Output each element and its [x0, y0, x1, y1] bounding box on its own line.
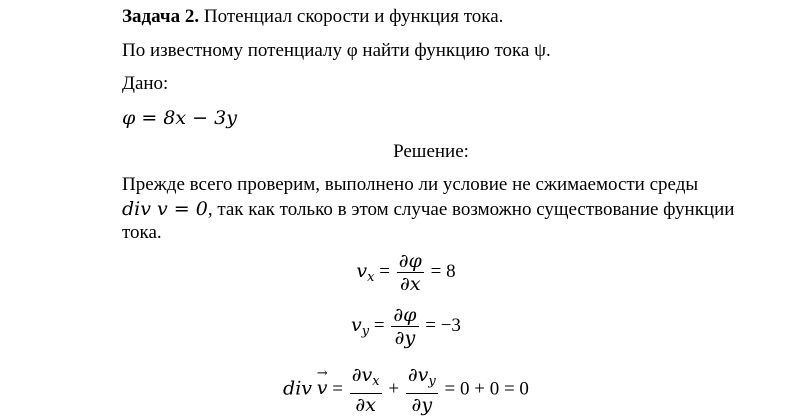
vy-result: = −3	[425, 314, 461, 336]
div-num-y-sub: y	[428, 374, 436, 389]
div-num-x	[350, 364, 382, 394]
div-result: = 0 + 0 = 0	[444, 378, 529, 400]
vy-fraction	[391, 304, 418, 349]
task-number: Задача 2.	[122, 6, 200, 27]
vy-lhs	[351, 313, 370, 339]
paragraph-line-2	[122, 197, 734, 222]
div-condition-text: div v = 0	[122, 198, 208, 220]
paragraph-line-1: Прежде всего проверим, выполнено ли условие не сжимаемости среды	[122, 174, 699, 195]
given-label: Дано:	[122, 73, 169, 94]
div-num-y-text: ∂v	[407, 364, 429, 386]
div-den-x: ∂x	[355, 394, 376, 416]
div-num-x-text: ∂v	[351, 364, 373, 386]
div-fraction-x	[350, 364, 382, 416]
vy-denominator: ∂y	[394, 327, 416, 349]
velocity-vector: → v	[317, 377, 328, 399]
given-formula: φ = 8x − 3y	[122, 107, 237, 129]
task-title: Потенциал скорости и функция тока.	[199, 6, 504, 27]
vx-denominator: ∂x	[400, 273, 421, 295]
div-num-y	[406, 364, 438, 394]
task-heading	[122, 5, 503, 29]
vx-result: = 8	[430, 260, 456, 282]
div-condition	[122, 198, 208, 220]
div-fraction-y	[406, 364, 438, 416]
solution-label: Решение:	[393, 141, 469, 162]
vy-numerator: ∂φ	[393, 304, 417, 326]
vx-numerator: ∂φ	[398, 250, 422, 272]
div-operator: div	[283, 377, 313, 400]
paragraph-line-3: тока.	[122, 222, 162, 243]
vy-symbol: v	[351, 313, 362, 336]
equation-vy: $v_y$ = $\frac{\partial\varphi}{\partial y}$ = −3	[351, 304, 461, 349]
equation-vx: $v_x$ = $\frac{\partial\varphi}{\partial x}$ = 8	[356, 250, 456, 295]
vx-symbol: v	[356, 259, 368, 282]
div-num-x-sub: x	[372, 374, 380, 389]
div-den-y: ∂y	[411, 394, 433, 416]
vx-fraction	[397, 250, 424, 295]
vx-subscript: x	[367, 269, 375, 285]
paragraph-line-2-text: , так как только в этом случае возможно существование функции	[207, 199, 735, 220]
equation-divergence: div → v = $\frac{\partial v_x}{\partial x}$ + $\frac{\partial v_y}{\partial y}$ = 0 + 0 = 0	[0, 364, 812, 416]
vy-subscript: y	[361, 323, 370, 339]
task-statement: По известному потенциалу φ найти функцию тока ψ.	[122, 40, 551, 61]
vx-lhs	[356, 259, 375, 285]
